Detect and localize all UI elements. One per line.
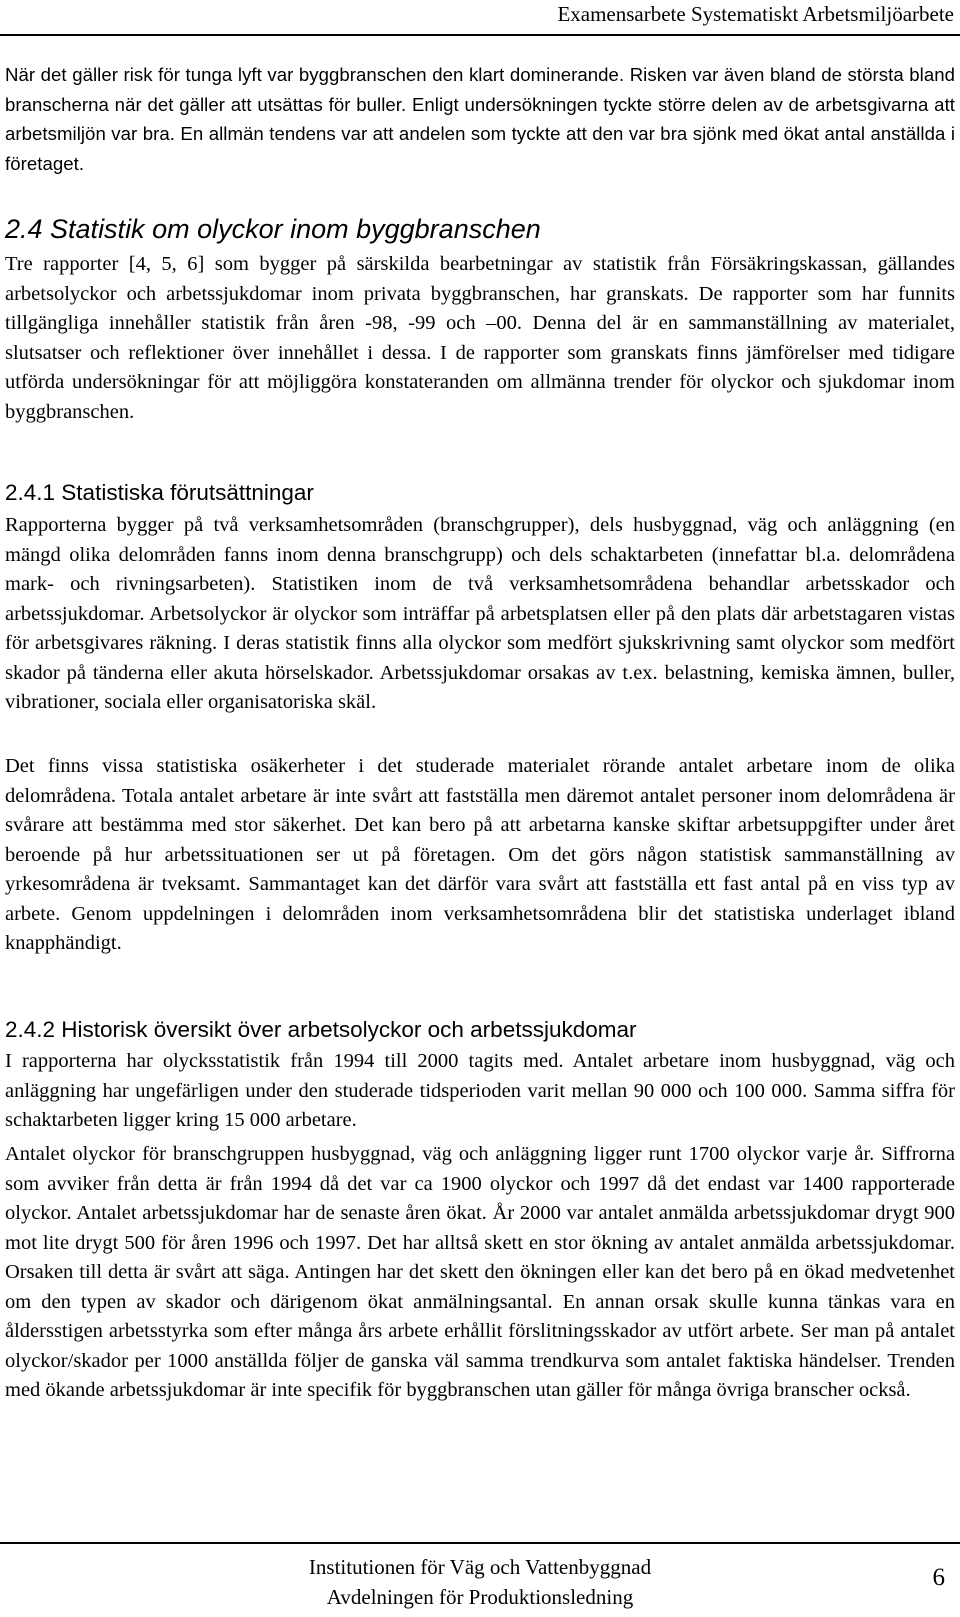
section-2-4-2-body-2 xyxy=(5,1140,955,1406)
footer-division: Avdelningen för Produktionsledning xyxy=(326,1585,634,1609)
section-2-4-1-body-2 xyxy=(5,752,955,959)
section-2-4-1-paragraph-1: Rapporterna bygger på två verksamhetsområden (branschgrupper), dels husbyggnad, väg och anläggning (en mängd olika delområden fanns inom denna branschgrupp) och dels schaktarbeten (innefattar bl.a. delområdena mark- och rivningsarbeten). Statistiken inom de två verksamhetsområdena behandlar arbetsskador och arbetssjukdomar. Arbetsolyckor är olyckor som inträffar på arbetsplatsen eller på den plats där arbetstagaren vistas för arbetsgivares räkning. I deras statistik finns alla olyckor som medfört sjukskrivning samt olyckor som medfört skador på tänderna eller akuta hörselskador. Arbetssjukdomar orsakas av t.ex. belastning, kemiska ämnen, buller, vibrationer, sociala eller organisatoriska skäl. xyxy=(5,514,955,713)
intro-paragraph-block xyxy=(5,60,955,178)
section-2-4-1-body-1 xyxy=(5,511,955,718)
section-2-4-1-paragraph-2: Det finns vissa statistiska osäkerheter i det studerade materialet rörande antalet arbetare inom de olika delområdena. Totala antalet arbetare är inte svårt att fastställa men däremot antalet personer inom delområdena är svårare att bestämma med stor säkerhet. Det kan bero på att arbetarna kanske skiftar arbetsuppgifter under året beroende på hur arbetssituationen ser ut på företagen. Om det görs någon statistisk sammanställning av yrkesområdena är tveksamt. Sammantaget kan det därför vara svårt att fastställa ett fast antal på en viss typ av arbete. Genom uppdelningen i delområden inom verksamhetsområdena blir det statistiska underlaget ibland knapphändigt. xyxy=(5,755,955,954)
page-number: 6 xyxy=(932,1564,945,1591)
section-2-4-paragraph: Tre rapporter [4, 5, 6] som bygger på särskilda bearbetningar av statistik från Försäkringskassan, gällandes arbetsolyckor och arbetssjukdomar inom privata byggbranschen, har granskats. De rapporter som har funnits tillgängliga innehåller statistik från åren -98, -99 och –00. Denna del är en sammanställning av materialet, slutsatser och reflektioner över innehållet i dessa. I de rapporter som granskats finns jämförelser med tidigare utförda undersökningar för att möjliggöra konstateranden om allmänna trender för olyckor och sjukdomar inom byggbranschen. xyxy=(5,253,955,423)
footer-institution: Institutionen för Väg och Vattenbyggnad xyxy=(308,1555,652,1579)
section-2-4-body xyxy=(5,250,955,427)
footer-rule xyxy=(0,1542,960,1544)
section-2-4-2-body-1 xyxy=(5,1047,955,1136)
header-rule xyxy=(0,34,960,36)
section-2-4-2-paragraph-2: Antalet olyckor för branschgruppen husbyggnad, väg och anläggning ligger runt 1700 olyckor varje år. Siffrorna som avviker från detta är från 1994 då det var ca 1900 olyckor och 1997 då det endast var 1400 rapporterade olyckor. Antalet arbetssjukdomar har de senaste åren ökat. År 2000 var antalet anmälda arbetssjukdomar drygt 900 mot lite drygt 500 för åren 1996 och 1997. Det har alltså skett en stor ökning av antalet anmälda arbetssjukdomar. Orsaken till detta är svårt att säga. Antingen har det skett den ökningen eller kan det bero på en ökad medvetenhet om den typen av skador och därigenom ökat anmälningsantal. En annan orsak skulle kunna tänkas vara en åldersstigen arbetsstyrka som efter många års arbete erhållit förslitningsskador av utfört arbete. Ser man på antalet olyckor/skador per 1000 anställda följer de ganska väl samma trendkurva som antalet faktiska händelser. Trenden med ökande arbetssjukdomar är inte specifik för byggbranschen utan gäller för många övriga branscher också. xyxy=(5,1143,955,1401)
section-2-4-1 xyxy=(5,478,955,508)
section-heading-2-4-2: 2.4.2 Historisk översikt över arbetsolyckor och arbetssjukdomar xyxy=(5,1017,637,1042)
intro-paragraph: När det gäller risk för tunga lyft var byggbranschen den klart dominerande. Risken var även bland de största bland branscherna när det gäller att utsättas för buller. Enligt undersökningen tyckte större delen av de arbetsgivarna att arbetsmiljön var bra. En allmän tendens var att andelen som tyckte att den var bra sjönk med ökat antal anställda i företaget. xyxy=(5,64,955,174)
section-2-4 xyxy=(5,212,955,246)
section-2-4-2-paragraph-1: I rapporterna har olycksstatistik från 1994 till 2000 tagits med. Antalet arbetare inom husbyggnad, väg och anläggning har ungefärligen under den studerade tidsperioden varit mellan 90 000 och 100 000. Samma siffra för schaktarbeten ligger kring 15 000 arbetare. xyxy=(5,1050,955,1131)
running-header: Examensarbete Systematiskt Arbetsmiljöarbete xyxy=(557,2,954,26)
section-heading-2-4: 2.4 Statistik om olyckor inom byggbranschen xyxy=(5,214,541,244)
section-heading-2-4-1: 2.4.1 Statistiska förutsättningar xyxy=(5,480,314,505)
section-2-4-2 xyxy=(5,1015,955,1045)
